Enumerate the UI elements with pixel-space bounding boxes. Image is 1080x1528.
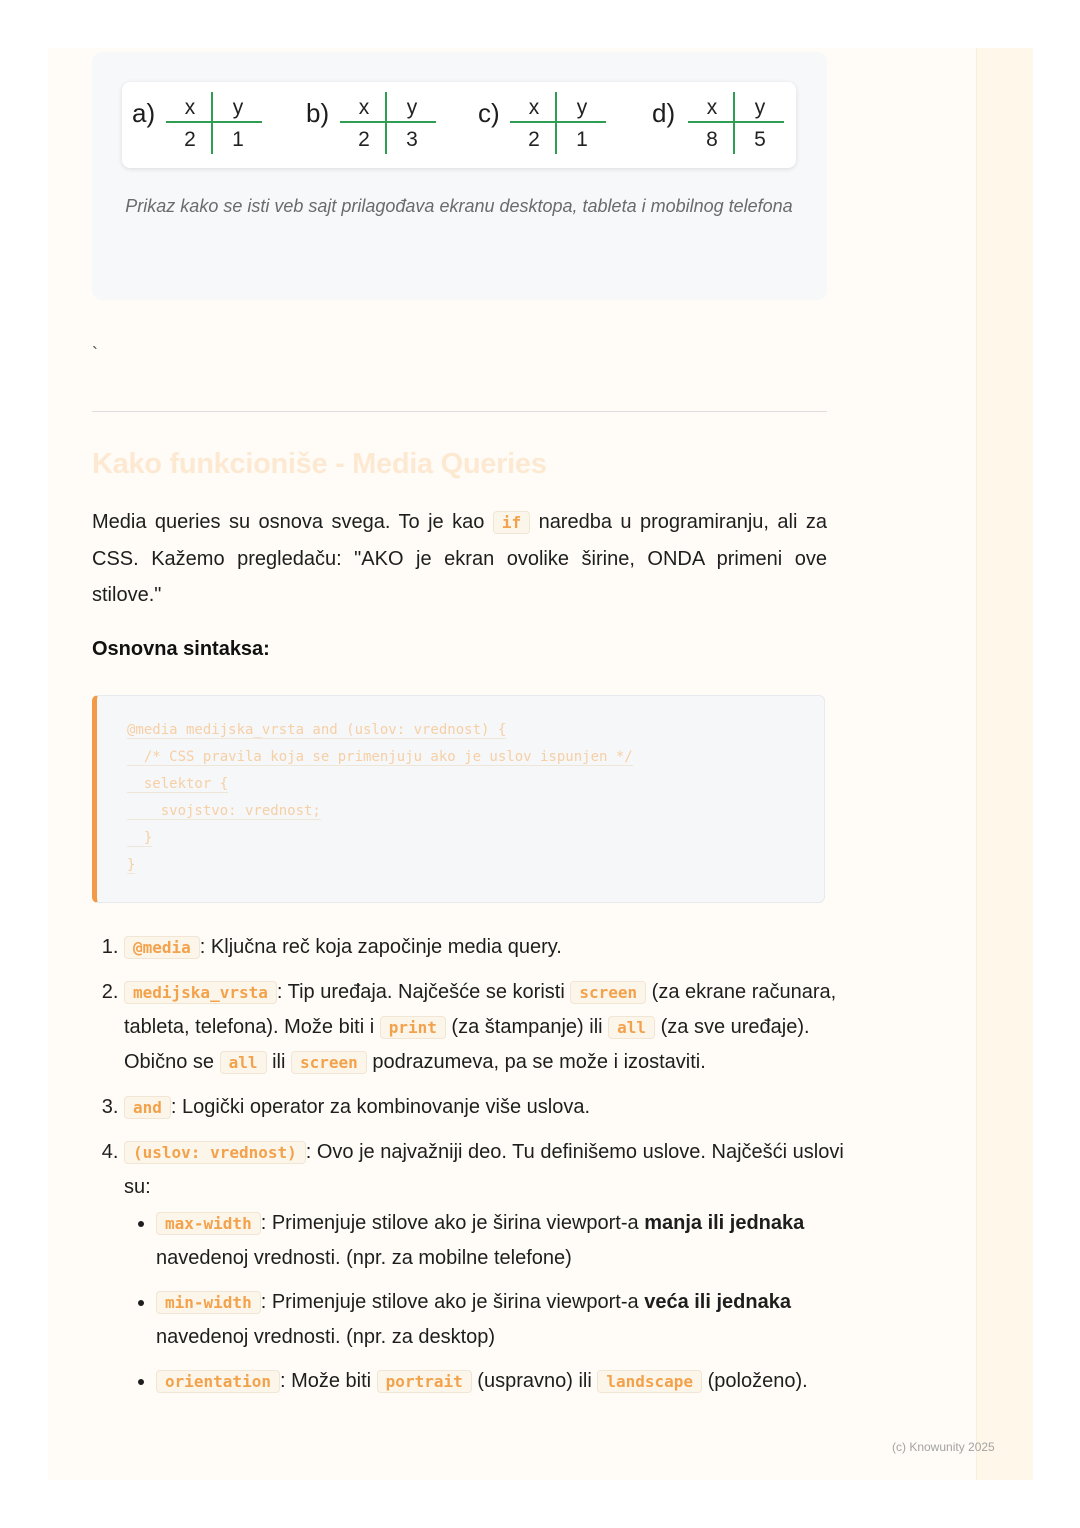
inline-code: (uslov: vrednost) <box>124 1141 306 1164</box>
bold-text: manja ili jednaka <box>644 1212 805 1234</box>
list-item-text: (za sve uređaje). Obično se <box>124 1016 810 1073</box>
inline-code: medijska_vrsta <box>124 981 277 1004</box>
list-item <box>124 1090 864 1125</box>
inline-code: all <box>220 1051 267 1074</box>
list-item <box>124 975 864 1080</box>
table-y-value: 3 <box>406 128 418 151</box>
intro-text: naredba u programiranju, ali za CSS. Kažemo pregledaču: "AKO je ekran ovolike širine, ONDA primeni ove stilove." <box>92 511 827 606</box>
code-line: @media medijska_vrsta and (uslov: vrednost) { <box>127 722 507 738</box>
code-line: selektor { <box>127 776 229 792</box>
list-item-text: ili <box>266 1051 291 1073</box>
intro-text: Media queries su osnova svega. To je kao <box>92 511 493 533</box>
syntax-parts-list <box>92 930 864 1409</box>
table-y-value: 1 <box>576 128 588 151</box>
inline-code: all <box>608 1016 655 1039</box>
table-y-header: y <box>406 96 418 119</box>
copyright-footer: (c) Knowunity 2025 <box>892 1440 995 1454</box>
list-item-text: podrazumeva, pa se može i izostaviti. <box>366 1051 706 1073</box>
table-x-value: 2 <box>184 128 196 151</box>
list-item-text: : Primenjuje stilove ako je širina viewport-a <box>260 1212 645 1234</box>
inline-code: if <box>493 511 530 534</box>
list-item-text: : Logički operator za kombinovanje više uslova. <box>170 1096 591 1118</box>
list-item-text: navedenoj vrednosti. (npr. za mobilne telefone) <box>156 1247 572 1269</box>
inline-code: screen <box>291 1051 367 1074</box>
table-y-header: y <box>576 96 588 119</box>
conditions-list <box>124 1206 864 1399</box>
code-line: svojstvo: vrednost; <box>127 803 321 819</box>
figure-caption: Prikaz kako se isti veb sajt prilagođava ekranu desktopa, tableta i mobilnog telefona <box>125 196 793 216</box>
right-margin-column <box>976 48 1033 1480</box>
list-item-text: : Može biti <box>279 1370 377 1392</box>
table-x-value: 2 <box>528 128 540 151</box>
table-x-header: x <box>358 96 370 119</box>
table-label: c) <box>478 98 500 128</box>
section-divider <box>92 411 827 412</box>
table-label: b) <box>306 98 330 128</box>
inline-code: print <box>380 1016 446 1039</box>
table-x-header: x <box>706 96 718 119</box>
table-x-header: x <box>528 96 540 119</box>
list-item-text: (uspravno) ili <box>471 1370 598 1392</box>
intro-paragraph <box>92 504 827 613</box>
inline-code: screen <box>570 981 646 1004</box>
code-block <box>92 695 825 903</box>
table-y-value: 1 <box>232 128 244 151</box>
list-item-text: : Ovo je najvažniji deo. Tu definišemo uslove. Najčešći uslovi su: <box>124 1141 844 1198</box>
stray-mark: ` <box>92 344 98 364</box>
list-item-text: (za štampanje) ili <box>445 1016 609 1038</box>
syntax-heading: Osnovna sintaksa: <box>92 638 270 660</box>
table-y-header: y <box>232 96 244 119</box>
code-line: } <box>127 857 136 873</box>
list-item-text: (položeno). <box>702 1370 808 1392</box>
table-x-header: x <box>184 96 196 119</box>
section-heading: Kako funkcioniše - Media Queries <box>92 448 547 480</box>
list-item <box>124 930 864 965</box>
list-item-text: : Primenjuje stilove ako je širina viewport-a <box>260 1291 645 1313</box>
inline-code: portrait <box>377 1370 472 1393</box>
table-y-header: y <box>754 96 766 119</box>
inline-code: max-width <box>156 1212 261 1235</box>
inline-code: @media <box>124 936 200 959</box>
inline-code: and <box>124 1096 171 1119</box>
code-line: } <box>127 830 153 846</box>
code-line: /* CSS pravila koja se primenjuju ako je uslov ispunjen */ <box>127 749 633 765</box>
table-x-value: 2 <box>358 128 370 151</box>
list-item-text: (za ekrane računara, tableta, telefona). Može biti i <box>124 981 837 1038</box>
value-tables-image <box>122 82 796 168</box>
inline-code: min-width <box>156 1291 261 1314</box>
sub-list-item <box>156 1364 864 1399</box>
sub-list-item <box>156 1285 864 1354</box>
list-item-text: : Ključna reč koja započinje media query. <box>199 936 562 958</box>
table-y-value: 5 <box>754 128 766 151</box>
list-item-text: navedenoj vrednosti. (npr. za desktop) <box>156 1326 496 1348</box>
table-label: a) <box>132 98 156 128</box>
inline-code: landscape <box>597 1370 702 1393</box>
list-item <box>124 1135 864 1399</box>
inline-code: orientation <box>156 1370 280 1393</box>
list-item-text: : Tip uređaja. Najčešće se koristi <box>276 981 571 1003</box>
table-x-value: 8 <box>706 128 718 151</box>
table-label: d) <box>652 98 676 128</box>
bold-text: veća ili jednaka <box>644 1291 791 1313</box>
sub-list-item <box>156 1206 864 1275</box>
